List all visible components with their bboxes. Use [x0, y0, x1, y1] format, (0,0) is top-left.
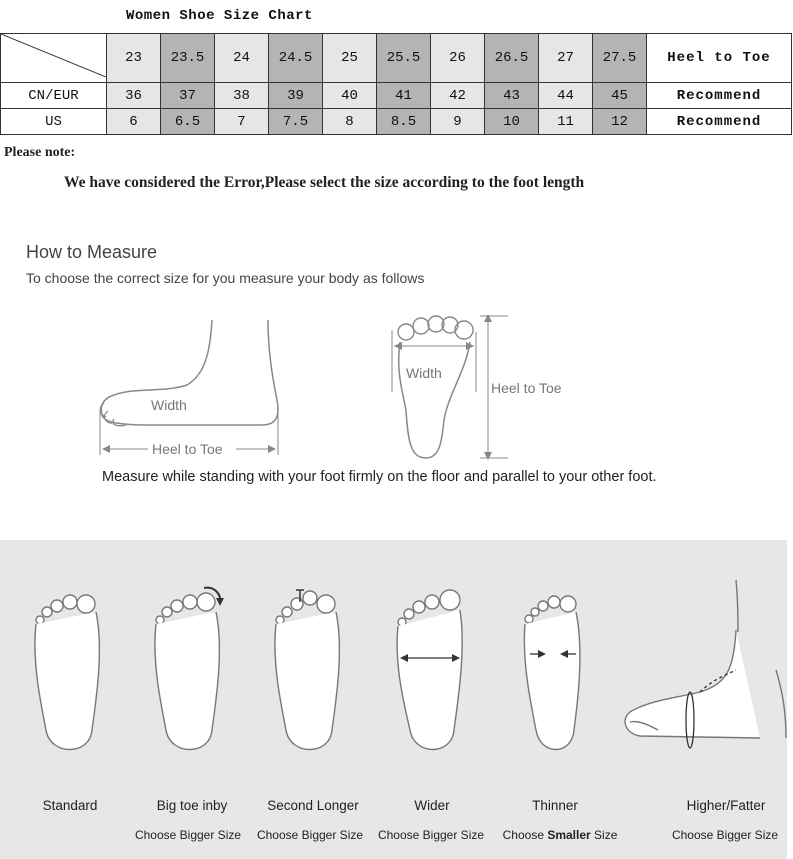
- foot-type-name: Higher/Fatter: [686, 798, 766, 813]
- big-toe-inby-foot-icon: [155, 588, 224, 750]
- table-cell: 9: [431, 109, 485, 135]
- size-cell: 25.5: [377, 34, 431, 83]
- foot-type-name: Big toe inby: [156, 798, 228, 813]
- size-cell: 23.5: [161, 34, 215, 83]
- us-row: [1, 109, 792, 135]
- how-to-measure-title: How to Measure: [26, 242, 158, 262]
- advice-text-pre: Choose: [502, 828, 548, 842]
- foot-type-advice: [356, 828, 506, 842]
- recommend-cell: Recommend: [647, 83, 792, 109]
- heel-to-toe-header: Heel to Toe: [647, 34, 792, 83]
- how-to-measure-subtitle: To choose the correct size for you measure your body as follows: [26, 270, 425, 286]
- size-cell: 26.5: [485, 34, 539, 83]
- table-cell: 7.5: [269, 109, 323, 135]
- table-cell: 45: [593, 83, 647, 109]
- table-cell: 8: [323, 109, 377, 135]
- second-longer-foot-icon: [275, 590, 339, 750]
- table-cell: 10: [485, 109, 539, 135]
- recommend-cell: Recommend: [647, 109, 792, 135]
- top-heel-to-toe-label: Heel to Toe: [491, 380, 562, 396]
- please-note-title: Please note:: [4, 145, 76, 160]
- size-cell: 27: [539, 34, 593, 83]
- advice-text: Choose Bigger Size: [377, 828, 485, 842]
- thinner-foot-icon: [524, 596, 580, 750]
- table-cell: 40: [323, 83, 377, 109]
- standard-foot-icon: [35, 595, 99, 750]
- table-cell: 44: [539, 83, 593, 109]
- wider-foot-icon: [397, 590, 462, 750]
- advice-text-bold: Smaller: [547, 828, 591, 842]
- foot-type-advice: [485, 828, 635, 842]
- table-cell: 7: [215, 109, 269, 135]
- table-cell: 6.5: [161, 109, 215, 135]
- row-label: US: [1, 109, 107, 135]
- table-cell: 12: [593, 109, 647, 135]
- top-foot-illustration: [388, 310, 588, 465]
- advice-text: Choose Bigger Size: [671, 828, 779, 842]
- width-label: Width: [151, 397, 187, 413]
- chart-title: Women Shoe Size Chart: [126, 8, 313, 24]
- size-header-row: [1, 34, 792, 83]
- side-foot-illustration: [92, 315, 292, 465]
- heel-to-toe-label: Heel to Toe: [152, 441, 223, 457]
- size-chart-table: [0, 33, 792, 135]
- table-cell: 43: [485, 83, 539, 109]
- foot-type-name: Second Longer: [267, 798, 359, 813]
- table-cell: 39: [269, 83, 323, 109]
- table-cell: 11: [539, 109, 593, 135]
- table-cell: 38: [215, 83, 269, 109]
- foot-type-name: Wider: [414, 798, 450, 813]
- table-corner-cell: [1, 34, 107, 83]
- foot-type-advice: [650, 828, 793, 842]
- top-width-label: Width: [406, 365, 442, 381]
- advice-text-post: Size: [590, 828, 618, 842]
- table-cell: 36: [107, 83, 161, 109]
- advice-text: Choose Bigger Size: [134, 828, 242, 842]
- table-cell: 8.5: [377, 109, 431, 135]
- size-cell: 27.5: [593, 34, 647, 83]
- size-cell: 24.5: [269, 34, 323, 83]
- foot-type-name: Thinner: [532, 798, 578, 813]
- row-label: CN/EUR: [1, 83, 107, 109]
- size-cell: 23: [107, 34, 161, 83]
- foot-type-name: Standard: [42, 798, 98, 813]
- higher-fatter-foot-icon: [625, 580, 786, 748]
- cn-eur-row: [1, 83, 792, 109]
- please-note-text: We have considered the Error,Please select the size according to the foot length: [64, 174, 585, 191]
- table-cell: 41: [377, 83, 431, 109]
- foot-types-illustrations: [0, 580, 793, 770]
- size-cell: 25: [323, 34, 377, 83]
- advice-text: Choose Bigger Size: [256, 828, 364, 842]
- diagonal-divider: [1, 34, 106, 77]
- measure-instruction: Measure while standing with your foot firmly on the floor and parallel to your other foot.: [102, 469, 657, 485]
- size-cell: 26: [431, 34, 485, 83]
- table-cell: 37: [161, 83, 215, 109]
- size-cell: 24: [215, 34, 269, 83]
- table-cell: 42: [431, 83, 485, 109]
- table-cell: 6: [107, 109, 161, 135]
